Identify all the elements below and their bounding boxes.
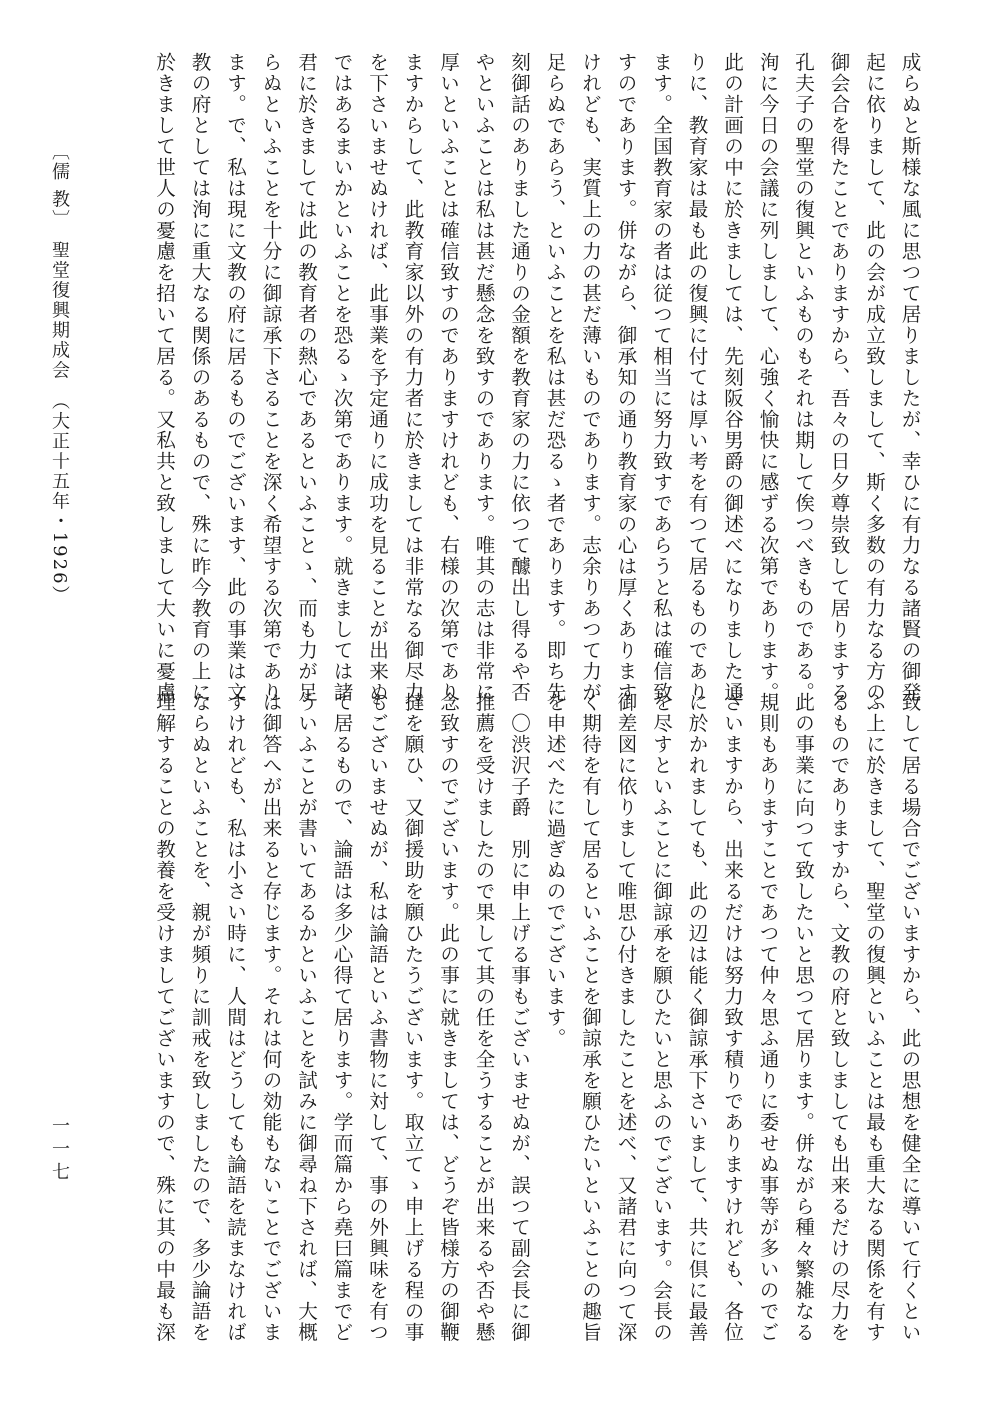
text-column: 教の府としては洵に重大なる関係のあるもので、殊に昨今教育の上に [188, 52, 211, 703]
text-column: ます。全国教育家の者は従つて相当に努力致すであらうと私は確信致 [649, 52, 673, 703]
text-column: ではあるまいかといふことを恐るゝ次第であります。就きましては諸 [330, 52, 353, 703]
text-column: 成らぬと斯様な風に思つて居りましたが、幸ひに有力なる諸賢の御発 [898, 52, 921, 703]
lower-text-block [146, 692, 927, 1343]
text-column: 理解することの教養を受けましてございますので、殊に其の中最も深 [152, 692, 176, 1343]
text-column: ならぬといふことを、親が頻りに訓戒を致しましたので、多少論語を [188, 692, 211, 1343]
text-column: 孔夫子の聖堂の復興といふものもそれは期して俟つべきものである。 [791, 52, 815, 703]
text-column: ざいますから、出来るだけは努力致す積りでありますけれども、各位 [720, 692, 744, 1343]
text-column: 洵に今日の会議に列しまして、心強く愉快に感ずる次第であります。 [756, 52, 779, 703]
text-column: やといふことは私は甚だ懸念を致すのであります。唯其の志は非常に [472, 52, 495, 703]
text-column: 致して居る場合でございますから、此の思想を健全に導いて行くとい [898, 692, 921, 1343]
text-column: けれども、実質上の力の甚だ薄いものであります。志余りあつて力が [578, 52, 602, 703]
text-column: て居るもので、論語は多少心得て居ります。学而篇から堯曰篇までど [330, 692, 353, 1343]
text-column: を申述べたに過ぎぬのでございます。 [543, 692, 566, 1049]
upper-text-block [146, 52, 927, 703]
text-column: 御会合を得たことでありますから、吾々の日夕尊崇致して居りまする [827, 52, 850, 703]
text-column: 規則もありますことであつて仲々思ふ通りに委せぬ事等が多いのでご [756, 692, 779, 1343]
text-column: を尽すといふことに御諒承を願ひたいと思ふのでございます。会長の [649, 692, 673, 1343]
text-column: ういふことが書いてあるかといふことを試みに御尋ね下されば、大概 [294, 692, 318, 1343]
text-column: 起に依りまして、此の会が成立致しまして、斯く多数の有力なる方の [862, 52, 886, 703]
text-column: ふ上に於きまして、聖堂の復興といふことは最も重大なる関係を有す [862, 692, 886, 1343]
page-number: 一一七 [49, 1116, 70, 1185]
text-column: 於きまして世人の憂慮を招いて居る。又私共と致しまして大いに憂慮 [152, 52, 176, 703]
text-column: 此の事業に向つて致したいと思つて居ります。併ながら種々繁雑なる [791, 692, 815, 1343]
text-column: 刻御話のありました通りの金額を教育家の力に依つて醵出し得るや否 [507, 52, 531, 703]
text-column: ますからして、此教育家以外の有力者に於きましては非常なる御尽力 [401, 52, 424, 703]
text-column: 推薦を受けましたので果して其の任を全うすることが出来るや否や懸 [472, 692, 495, 1343]
text-column: すのであります。併ながら、御承知の通り教育家の心は厚くあります [614, 52, 637, 703]
speaker-paragraph-start: 〇渋沢子爵 別に申上げる事もございませぬが、誤つて副会長に御 [507, 692, 531, 1343]
text-column: 撻を願ひ、又御援助を願ひたうございます。取立てゝ申上げる程の事 [401, 692, 424, 1343]
text-column: 君に於きましては此の教育者の熱心であるといふことゝ、而も力が足 [294, 52, 318, 703]
text-column: 足らぬであらう、といふことを私は甚だ恐るゝ者であります。即ち先 [543, 52, 566, 703]
text-column: 御差図に依りまして唯思ひ付きましたことを述べ、又諸君に向つて深 [614, 692, 637, 1343]
running-head: 〔儒 教〕 聖堂復興期成会 （大正十五年・1926） [49, 142, 70, 606]
text-column: は御答へが出来ると存じます。それは何の効能もないことでございま [259, 692, 282, 1343]
text-column: を下さいませぬければ、此事業を予定通りに成功を見ることが出来ぬ [365, 52, 389, 703]
text-column: らぬといふことを十分に御諒承下さることを深く希望する次第であり [259, 52, 282, 703]
text-column: 厚いといふことは確信致すのでありますけれども、右様の次第であり [436, 52, 460, 703]
text-column: 念致すのでございます。此の事に就きましては、どうぞ皆様方の御鞭 [436, 692, 460, 1343]
text-column: るものでありますから、文教の府と致しましても出来るだけの尽力を [827, 692, 850, 1343]
text-column: ます。で、私は現に文教の府に居るものでございます、此の事業は文 [223, 52, 247, 703]
text-column: に於かれましても、此の辺は能く御諒承下さいまして、共に倶に最善 [685, 692, 708, 1343]
text-column: すけれども、私は小さい時に、人間はどうしても論語を読まなければ [223, 692, 247, 1343]
text-column: もございませぬが、私は論語といふ書物に対して、事の外興味を有つ [365, 692, 389, 1343]
text-column: りに、教育家は最も此の復興に付ては厚い考を有つて居るものであり [685, 52, 708, 703]
text-column: く期待を有して居るといふことを御諒承を願ひたいといふことの趣旨 [578, 692, 602, 1343]
text-column: 此の計画の中に於きましては、先刻阪谷男爵の御述べになりました通 [720, 52, 744, 703]
